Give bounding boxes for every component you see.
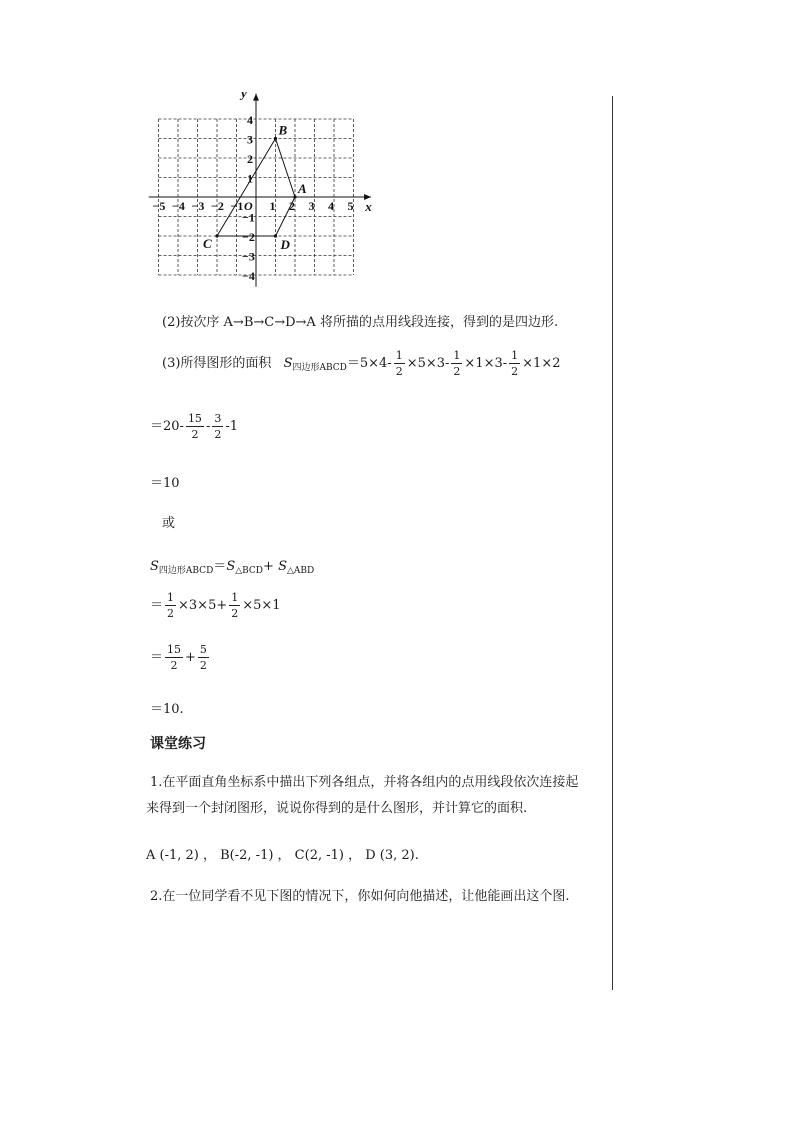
point-label-a: A bbox=[298, 181, 307, 196]
triangles-line bbox=[150, 592, 281, 619]
x-axis-label: x bbox=[365, 199, 372, 214]
fraction: $\frac{1}{2}$ bbox=[453, 349, 461, 378]
area-subscript-abd: △ABD bbox=[286, 566, 315, 576]
or-text: 或 bbox=[162, 516, 176, 531]
expr-part: ×5×3- bbox=[406, 356, 450, 371]
expr-part: + bbox=[263, 559, 274, 574]
line-20-minus bbox=[150, 413, 238, 440]
expr-part: ＝20- bbox=[150, 419, 184, 434]
point-d bbox=[274, 234, 277, 237]
exercise-1-line-2: 来得到一个封闭图形，说说你得到的是什么图形，并计算它的面积. bbox=[146, 801, 528, 816]
x-tick-label: 2 bbox=[289, 199, 295, 213]
axes bbox=[149, 94, 371, 287]
x-tick-label: −4 bbox=[172, 199, 185, 213]
x-tick-label: 3 bbox=[308, 199, 315, 213]
quadrilateral-abcd bbox=[203, 123, 307, 253]
exercise-1-points: A (-1, 2) ， B(-2, -1) ， C(2, -1) ， D (3, 2). bbox=[146, 848, 419, 863]
fraction: $\frac{5}{2}$ bbox=[199, 643, 207, 672]
page-margin-rule bbox=[612, 96, 613, 990]
exercise-1 bbox=[146, 770, 610, 822]
expr-part: ＝ bbox=[213, 559, 227, 574]
fraction: $\frac{1}{2}$ bbox=[167, 591, 175, 620]
x-tick-label: 1 bbox=[269, 199, 276, 213]
point-label-d: D bbox=[280, 237, 290, 252]
y-tick-label: −1 bbox=[242, 210, 255, 225]
area-subscript: 四边形ABCD bbox=[158, 566, 214, 576]
area-symbol: S bbox=[226, 559, 236, 574]
fraction: $\frac{1}{2}$ bbox=[231, 591, 239, 620]
edge-ab bbox=[276, 139, 296, 198]
y-axis-label: y bbox=[241, 92, 247, 101]
final-result: ＝10. bbox=[150, 702, 184, 717]
origin-label: O bbox=[244, 199, 253, 213]
fraction: $\frac{1}{2}$ bbox=[395, 349, 403, 378]
area-subscript-bcd: △BCD bbox=[235, 566, 264, 576]
point-c bbox=[215, 234, 218, 237]
area-sum-line bbox=[150, 555, 314, 574]
y-tick-label: 4 bbox=[247, 113, 253, 127]
fraction: $\frac{3}{2}$ bbox=[214, 412, 222, 441]
step-3-prefix: (3)所得图形的面积 bbox=[162, 356, 272, 371]
area-symbol: S bbox=[278, 559, 287, 574]
expr-part: ×1×3- bbox=[464, 356, 508, 371]
fraction-sum-line bbox=[150, 644, 211, 671]
exercise-2: 2.在一位同学看不见下图的情况下，你如何向他描述，让他能画出这个图. bbox=[150, 889, 570, 904]
coordinate-graph bbox=[140, 92, 380, 287]
expr-part: ×5×1 bbox=[242, 598, 281, 613]
point-b bbox=[274, 137, 277, 140]
area-subscript: 四边形ABCD bbox=[292, 363, 347, 373]
expr-part: ＝5×4- bbox=[346, 356, 392, 371]
x-tick-label: 5 bbox=[347, 199, 354, 213]
exercise-1-line-1: 1.在平面直角坐标系中描出下列各组点，并将各组内的点用线段依次连接起 bbox=[150, 775, 579, 790]
y-tick-label: 2 bbox=[247, 152, 253, 166]
y-tick-label: −2 bbox=[242, 230, 255, 244]
y-axis-arrow bbox=[253, 94, 259, 101]
x-tick-label: −3 bbox=[191, 199, 205, 213]
x-tick-label: 4 bbox=[328, 199, 334, 213]
y-tick-label: 3 bbox=[247, 132, 253, 147]
section-heading: 课堂练习 bbox=[150, 736, 206, 752]
expr-part: ＝ bbox=[150, 598, 164, 613]
fraction: $\frac{15}{2}$ bbox=[187, 412, 202, 441]
y-tick-label: −4 bbox=[242, 269, 255, 283]
step-2-text: (2)按次序 A→B→C→D→A 将所描的点用线段连接，得到的是四边形. bbox=[162, 315, 559, 330]
fraction: $\frac{15}{2}$ bbox=[167, 643, 182, 672]
expr-part: ＝ bbox=[150, 650, 164, 665]
fraction: $\frac{1}{2}$ bbox=[511, 349, 519, 378]
expr-part: ×1×2 bbox=[522, 356, 561, 371]
y-tick-label: 1 bbox=[247, 171, 253, 186]
x-tick-label: −1 bbox=[230, 199, 244, 213]
y-tick-label: −3 bbox=[242, 249, 255, 264]
expr-part: -1 bbox=[225, 419, 239, 434]
point-label-c: C bbox=[203, 236, 212, 251]
step-3-line bbox=[162, 350, 560, 377]
x-tick-label: −5 bbox=[152, 199, 166, 213]
expr-part: + bbox=[185, 650, 196, 665]
expr-part: ×3×5+ bbox=[178, 598, 228, 613]
area-symbol: S bbox=[150, 559, 159, 574]
expr-part: - bbox=[205, 419, 211, 434]
area-symbol: S bbox=[283, 356, 293, 371]
axis-tick-labels bbox=[153, 92, 373, 283]
result-10: ＝10 bbox=[150, 476, 180, 491]
point-label-b: B bbox=[278, 122, 288, 138]
x-tick-label: −2 bbox=[211, 199, 224, 213]
